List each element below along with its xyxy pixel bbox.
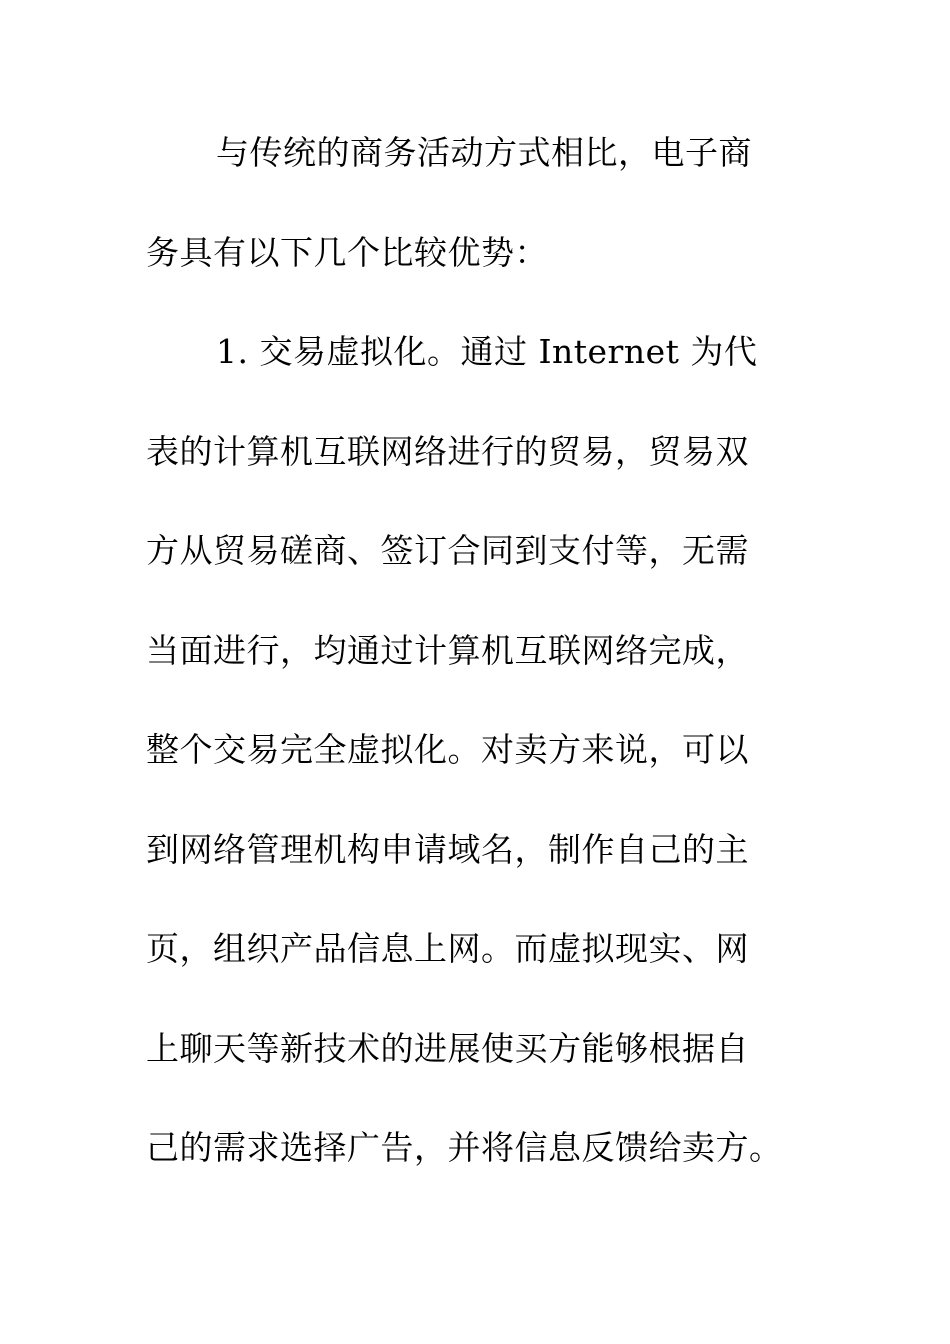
paragraph-2-line-8: 上聊天等新技术的进展使买方能够根据自: [146, 1029, 749, 1068]
paragraph-2-line-5: 整个交易完全虚拟化。对卖方来说，可以: [146, 730, 749, 769]
paragraph-1-line-1: 与传统的商务活动方式相比，电子商: [216, 133, 752, 172]
paragraph-2-line-2: 表的计算机互联网络进行的贸易，贸易双: [146, 432, 749, 471]
paragraph-2-line-6: 到网络管理机构申请域名，制作自己的主: [146, 830, 749, 869]
paragraph-2-line-4: 当面进行，均通过计算机互联网络完成，: [146, 631, 749, 670]
paragraph-2-line-1: 1. 交易虚拟化。通过 Internet 为代: [216, 332, 758, 371]
paragraph-2-line-3: 方从贸易磋商、签订合同到支付等，无需: [146, 531, 749, 570]
paragraph-2-line-7: 页，组织产品信息上网。而虚拟现实、网: [146, 929, 749, 968]
paragraph-2-line-9: 己的需求选择广告，并将信息反馈给卖方。: [146, 1128, 783, 1167]
paragraph-1-line-2: 务具有以下几个比较优势：: [146, 233, 548, 272]
